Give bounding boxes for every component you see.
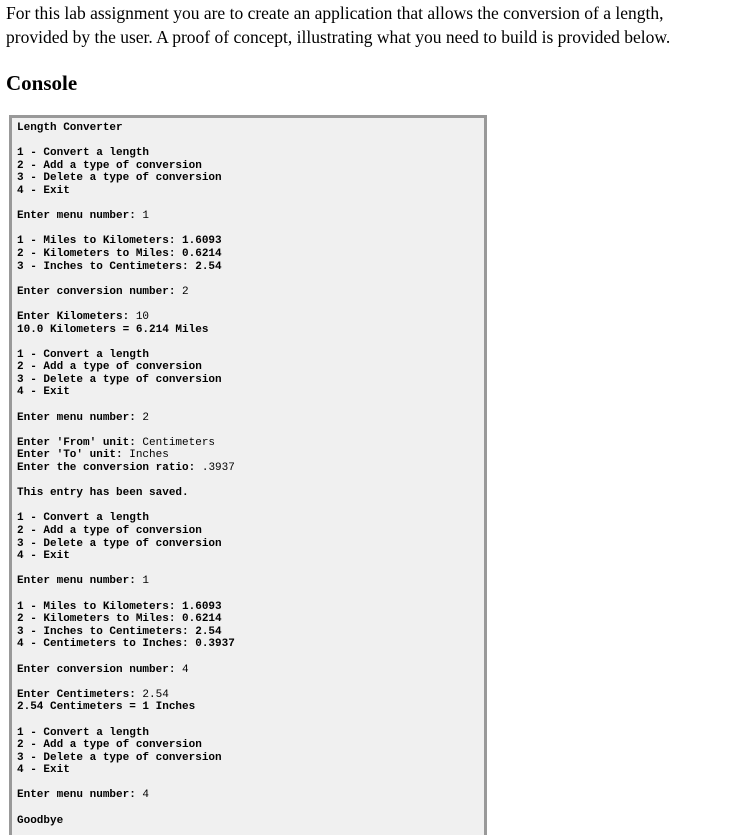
console-output-text: Enter menu number: — [17, 575, 143, 588]
console-line — [17, 437, 484, 450]
console-line — [17, 664, 484, 677]
console-line — [17, 147, 484, 160]
console-line — [17, 550, 484, 563]
console-line — [17, 525, 484, 538]
console-output-text: 3 - Inches to Centimeters: 2.54 — [17, 260, 222, 273]
console-line — [17, 462, 484, 475]
console-line — [17, 512, 484, 525]
console-heading: Console — [6, 71, 78, 95]
console-line — [17, 135, 484, 148]
console-line — [17, 613, 484, 626]
console-user-input: Inches — [129, 449, 169, 462]
console-output-text: Enter menu number: — [17, 789, 143, 802]
console-user-input: Centimeters — [142, 436, 216, 449]
console-output-text: 4 - Exit — [17, 184, 70, 197]
console-line — [17, 475, 484, 488]
console-line — [17, 538, 484, 551]
console-user-input: 4 — [142, 789, 150, 802]
console-line — [17, 198, 484, 211]
console-line — [17, 248, 484, 261]
console-line — [17, 449, 484, 462]
console-output-text: Enter menu number: — [17, 210, 143, 223]
console-output-text: Enter conversion number: — [17, 663, 183, 676]
console-line — [17, 210, 484, 223]
console-user-input: 2 — [142, 411, 150, 424]
console-line — [17, 500, 484, 513]
console-line — [17, 626, 484, 639]
console-line — [17, 701, 484, 714]
console-output-text: 2 - Add a type of conversion — [17, 525, 202, 537]
console-line — [17, 777, 484, 790]
console-line — [17, 235, 484, 248]
console-output-text: 3 - Delete a type of conversion — [17, 172, 222, 185]
console-output — [9, 115, 487, 835]
console-output-text: Enter the conversion ratio: — [17, 462, 202, 475]
console-output-text: 4 - Centimeters to Inches: 0.3937 — [17, 638, 235, 651]
console-output-text: This entry has been saved. — [17, 487, 189, 500]
console-user-input: 2 — [182, 285, 189, 298]
console-line — [17, 374, 484, 387]
console-output-text: Enter 'To' unit: — [17, 449, 130, 462]
console-output-text: Enter Centimeters: — [17, 688, 143, 701]
console-line — [17, 286, 484, 299]
console-output-text: 10.0 Kilometers = 6.214 Miles — [17, 323, 209, 336]
console-output-text: 3 - Delete a type of conversion — [17, 537, 222, 550]
intro-paragraph: For this lab assignment you are to create an application that allows the conversion of a length, provided by the user. A proof of concept, illustrating what you need to build is provided below. — [6, 3, 671, 47]
console-line — [17, 789, 484, 802]
console-line — [17, 563, 484, 576]
console-output-text: 4 - Exit — [17, 764, 70, 777]
console-output-text: Goodbye — [17, 814, 64, 827]
console-line — [17, 752, 484, 765]
console-line — [17, 651, 484, 664]
console-output-text: Length Converter — [17, 122, 123, 134]
console-output-text: 4 - Exit — [17, 386, 70, 399]
console-output-text: 4 - Exit — [17, 550, 70, 563]
console-line — [17, 336, 484, 349]
console-line — [17, 727, 484, 740]
console-output-text: 2 - Add a type of conversion — [17, 159, 202, 172]
console-output-text: 2.54 Centimeters = 1 Inches — [17, 701, 196, 714]
console-user-input: 4 — [182, 663, 189, 676]
console-output-text: 1 - Convert a length — [17, 512, 150, 525]
console-output-text: 2 - Add a type of conversion — [17, 739, 202, 752]
console-line — [17, 588, 484, 601]
console-line — [17, 324, 484, 337]
console-line — [17, 361, 484, 374]
console-line — [17, 223, 484, 236]
console-output-text: 2 - Add a type of conversion — [17, 361, 202, 374]
console-line — [17, 739, 484, 752]
console-line — [17, 601, 484, 614]
console-output-text: 3 - Delete a type of conversion — [17, 751, 222, 764]
console-line — [17, 815, 484, 828]
console-line — [17, 185, 484, 198]
console-line — [17, 714, 484, 727]
console-user-input: .3937 — [201, 462, 235, 475]
console-output-text: 1 - Convert a length — [17, 147, 150, 160]
console-line — [17, 487, 484, 500]
console-line — [17, 273, 484, 286]
console-line — [17, 298, 484, 311]
console-output-text: 3 - Delete a type of conversion — [17, 373, 222, 386]
console-line — [17, 638, 484, 651]
console-line — [17, 311, 484, 324]
console-line — [17, 764, 484, 777]
console-line — [17, 349, 484, 362]
console-output-text: 1 - Convert a length — [17, 726, 150, 739]
console-line — [17, 386, 484, 399]
console-output-text: 1 - Miles to Kilometers: 1.6093 — [17, 235, 222, 248]
console-line — [17, 412, 484, 425]
console-output-text: 1 - Convert a length — [17, 348, 150, 361]
console-user-input: 2.54 — [142, 688, 169, 701]
console-line — [17, 261, 484, 274]
console-output-text: 3 - Inches to Centimeters: 2.54 — [17, 625, 222, 638]
console-user-input: 10 — [135, 310, 150, 323]
console-line — [17, 424, 484, 437]
console-user-input: 1 — [142, 210, 150, 223]
console-line — [17, 160, 484, 173]
console-line — [17, 399, 484, 412]
console-output-text: 2 - Kilometers to Miles: 0.6214 — [17, 247, 222, 260]
console-output-text: 2 - Kilometers to Miles: 0.6214 — [17, 613, 222, 626]
console-user-input: 1 — [142, 575, 150, 588]
console-output-text: 1 - Miles to Kilometers: 1.6093 — [17, 600, 222, 613]
console-line — [17, 172, 484, 185]
console-output-text: Enter Kilometers: — [17, 310, 136, 323]
console-line — [17, 802, 484, 815]
console-line — [17, 689, 484, 702]
console-line — [17, 122, 484, 135]
console-output-text: Enter menu number: — [17, 411, 143, 424]
console-output-text: Enter conversion number: — [17, 285, 183, 298]
console-line — [17, 676, 484, 689]
console-output-text: Enter 'From' unit: — [17, 436, 143, 449]
console-line — [17, 575, 484, 588]
